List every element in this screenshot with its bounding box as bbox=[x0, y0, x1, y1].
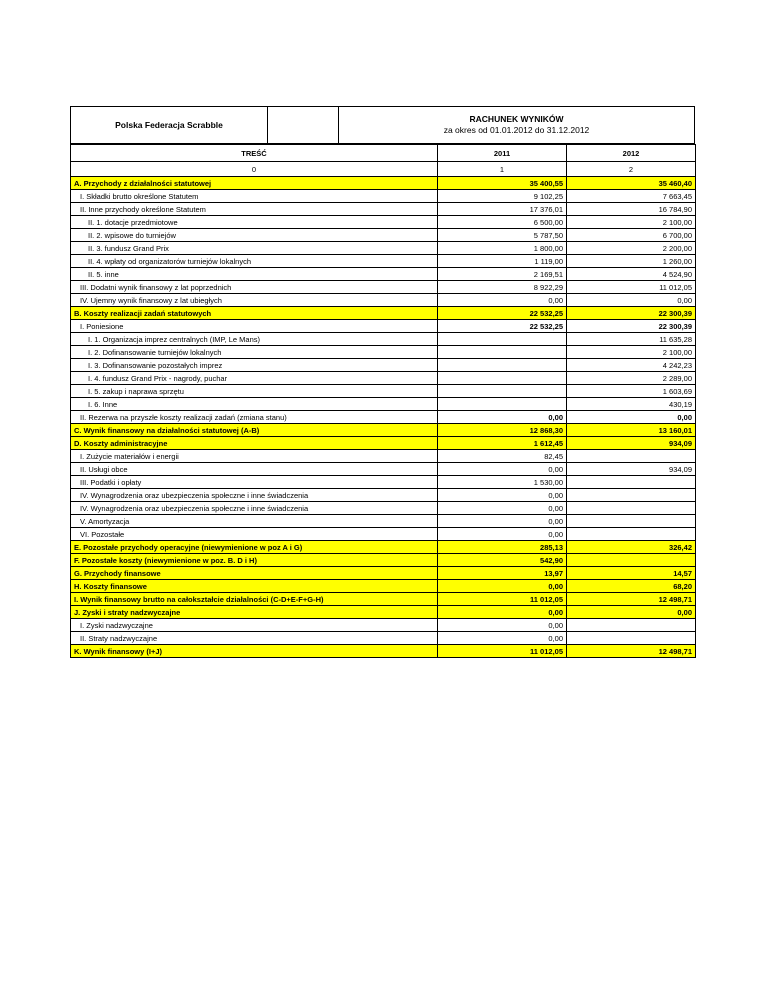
value-2011 bbox=[438, 346, 567, 359]
table-row bbox=[71, 450, 696, 463]
value-2011: 0,00 bbox=[438, 580, 567, 593]
value-2011: 0,00 bbox=[438, 619, 567, 632]
table-row bbox=[71, 346, 696, 359]
table-row bbox=[71, 645, 696, 658]
value-2011: 35 400,55 bbox=[438, 177, 567, 190]
table-row bbox=[71, 333, 696, 346]
table-row bbox=[71, 177, 696, 190]
row-label: II. Inne przychody określone Statutem bbox=[71, 203, 438, 216]
value-2012: 16 784,90 bbox=[567, 203, 696, 216]
table-row bbox=[71, 476, 696, 489]
row-label: II. 2. wpisowe do turniejów bbox=[71, 229, 438, 242]
row-label: IV. Ujemny wynik finansowy z lat ubiegłych bbox=[71, 294, 438, 307]
row-label: I. Składki brutto określone Statutem bbox=[71, 190, 438, 203]
value-2011: 82,45 bbox=[438, 450, 567, 463]
value-2011: 0,00 bbox=[438, 502, 567, 515]
value-2012 bbox=[567, 632, 696, 645]
value-2011: 0,00 bbox=[438, 606, 567, 619]
table-row bbox=[71, 359, 696, 372]
value-2012: 13 160,01 bbox=[567, 424, 696, 437]
table-row bbox=[71, 515, 696, 528]
column-header-2011: 2011 bbox=[438, 145, 567, 162]
row-label: I. Wynik finansowy brutto na całokształcie działalności (C-D+E-F+G-H) bbox=[71, 593, 438, 606]
value-2012: 7 663,45 bbox=[567, 190, 696, 203]
table-row bbox=[71, 541, 696, 554]
column-header-2012: 2012 bbox=[567, 145, 696, 162]
column-index-row bbox=[71, 162, 696, 177]
table-row bbox=[71, 190, 696, 203]
table-row bbox=[71, 489, 696, 502]
value-2012 bbox=[567, 528, 696, 541]
value-2012: 11 012,05 bbox=[567, 281, 696, 294]
value-2012: 0,00 bbox=[567, 411, 696, 424]
value-2012: 12 498,71 bbox=[567, 645, 696, 658]
row-label: A. Przychody z działalności statutowej bbox=[71, 177, 438, 190]
value-2011: 0,00 bbox=[438, 294, 567, 307]
value-2012: 2 289,00 bbox=[567, 372, 696, 385]
row-label: I. 4. fundusz Grand Prix - nagrody, puchar bbox=[71, 372, 438, 385]
row-label: J. Zyski i straty nadzwyczajne bbox=[71, 606, 438, 619]
value-2012: 326,42 bbox=[567, 541, 696, 554]
table-row bbox=[71, 229, 696, 242]
value-2011: 1 530,00 bbox=[438, 476, 567, 489]
value-2011: 285,13 bbox=[438, 541, 567, 554]
value-2012 bbox=[567, 476, 696, 489]
value-2012: 22 300,39 bbox=[567, 307, 696, 320]
financial-statement bbox=[70, 106, 695, 658]
value-2012: 934,09 bbox=[567, 463, 696, 476]
value-2011 bbox=[438, 359, 567, 372]
row-label: E. Pozostałe przychody operacyjne (niewymienione w poz A i G) bbox=[71, 541, 438, 554]
value-2012: 2 100,00 bbox=[567, 346, 696, 359]
table-row bbox=[71, 424, 696, 437]
value-2012: 0,00 bbox=[567, 606, 696, 619]
value-2011: 13,97 bbox=[438, 567, 567, 580]
value-2012 bbox=[567, 554, 696, 567]
value-2011: 0,00 bbox=[438, 528, 567, 541]
table-row bbox=[71, 632, 696, 645]
value-2012: 35 460,40 bbox=[567, 177, 696, 190]
value-2011: 1 612,45 bbox=[438, 437, 567, 450]
value-2012 bbox=[567, 515, 696, 528]
table-row bbox=[71, 606, 696, 619]
row-label: IV. Wynagrodzenia oraz ubezpieczenia społeczne i inne świadczenia bbox=[71, 502, 438, 515]
value-2011: 0,00 bbox=[438, 632, 567, 645]
table-row bbox=[71, 528, 696, 541]
value-2012: 14,57 bbox=[567, 567, 696, 580]
row-label: II. 1. dotacje przedmiotowe bbox=[71, 216, 438, 229]
value-2011 bbox=[438, 372, 567, 385]
value-2011: 2 169,51 bbox=[438, 268, 567, 281]
table-row bbox=[71, 268, 696, 281]
table-row bbox=[71, 580, 696, 593]
value-2011: 0,00 bbox=[438, 411, 567, 424]
column-index-0: 0 bbox=[71, 162, 438, 177]
statement-title: RACHUNEK WYNIKÓW bbox=[469, 114, 564, 124]
row-label: I. Zużycie materiałów i energii bbox=[71, 450, 438, 463]
row-label: I. 6. Inne bbox=[71, 398, 438, 411]
statement-title-block bbox=[339, 107, 694, 143]
value-2011 bbox=[438, 333, 567, 346]
income-statement-table bbox=[70, 144, 696, 658]
table-row bbox=[71, 411, 696, 424]
value-2012 bbox=[567, 619, 696, 632]
value-2012: 1 260,00 bbox=[567, 255, 696, 268]
organization-name: Polska Federacja Scrabble bbox=[71, 107, 268, 143]
table-row bbox=[71, 255, 696, 268]
row-label: B. Koszty realizacji zadań statutowych bbox=[71, 307, 438, 320]
value-2012: 4 242,23 bbox=[567, 359, 696, 372]
table-row bbox=[71, 281, 696, 294]
value-2011 bbox=[438, 398, 567, 411]
value-2011: 1 119,00 bbox=[438, 255, 567, 268]
value-2012: 430,19 bbox=[567, 398, 696, 411]
value-2011: 22 532,25 bbox=[438, 307, 567, 320]
value-2011: 11 012,05 bbox=[438, 645, 567, 658]
value-2011: 8 922,29 bbox=[438, 281, 567, 294]
value-2012 bbox=[567, 489, 696, 502]
value-2012: 22 300,39 bbox=[567, 320, 696, 333]
statement-header bbox=[70, 106, 695, 144]
row-label: II. 5. inne bbox=[71, 268, 438, 281]
table-row bbox=[71, 372, 696, 385]
value-2011: 17 376,01 bbox=[438, 203, 567, 216]
row-label: I. Poniesione bbox=[71, 320, 438, 333]
table-row bbox=[71, 307, 696, 320]
row-label: C. Wynik finansowy na działalności statutowej (A-B) bbox=[71, 424, 438, 437]
row-label: I. 3. Dofinansowanie pozostałych imprez bbox=[71, 359, 438, 372]
row-label: II. Rezerwa na przyszłe koszty realizacji zadań (zmiana stanu) bbox=[71, 411, 438, 424]
row-label: II. 4. wpłaty od organizatorów turniejów lokalnych bbox=[71, 255, 438, 268]
row-label: I. Zyski nadzwyczajne bbox=[71, 619, 438, 632]
value-2011: 22 532,25 bbox=[438, 320, 567, 333]
value-2011: 9 102,25 bbox=[438, 190, 567, 203]
value-2011: 0,00 bbox=[438, 515, 567, 528]
row-label: VI. Pozostałe bbox=[71, 528, 438, 541]
table-row bbox=[71, 203, 696, 216]
value-2012: 4 524,90 bbox=[567, 268, 696, 281]
column-index-1: 1 bbox=[438, 162, 567, 177]
value-2011: 6 500,00 bbox=[438, 216, 567, 229]
table-row bbox=[71, 216, 696, 229]
row-label: D. Koszty administracyjne bbox=[71, 437, 438, 450]
table-row bbox=[71, 398, 696, 411]
value-2012: 2 200,00 bbox=[567, 242, 696, 255]
value-2011: 542,90 bbox=[438, 554, 567, 567]
row-label: IV. Wynagrodzenia oraz ubezpieczenia społeczne i inne świadczenia bbox=[71, 489, 438, 502]
table-row bbox=[71, 294, 696, 307]
value-2012 bbox=[567, 450, 696, 463]
value-2012 bbox=[567, 502, 696, 515]
value-2012: 0,00 bbox=[567, 294, 696, 307]
column-header-row bbox=[71, 145, 696, 162]
value-2012: 11 635,28 bbox=[567, 333, 696, 346]
value-2011 bbox=[438, 385, 567, 398]
table-row bbox=[71, 593, 696, 606]
column-header-label: TREŚĆ bbox=[71, 145, 438, 162]
value-2011: 1 800,00 bbox=[438, 242, 567, 255]
table-row bbox=[71, 502, 696, 515]
row-label: G. Przychody finansowe bbox=[71, 567, 438, 580]
row-label: F. Pozostałe koszty (niewymienione w poz. B. D i H) bbox=[71, 554, 438, 567]
row-label: II. Straty nadzwyczajne bbox=[71, 632, 438, 645]
table-row bbox=[71, 385, 696, 398]
value-2011: 5 787,50 bbox=[438, 229, 567, 242]
row-label: II. 3. fundusz Grand Prix bbox=[71, 242, 438, 255]
value-2011: 11 012,05 bbox=[438, 593, 567, 606]
value-2012: 6 700,00 bbox=[567, 229, 696, 242]
row-label: I. 1. Organizacja imprez centralnych (IMP, Le Mans) bbox=[71, 333, 438, 346]
row-label: III. Dodatni wynik finansowy z lat poprzednich bbox=[71, 281, 438, 294]
row-label: K. Wynik finansowy (I+J) bbox=[71, 645, 438, 658]
row-label: III. Podatki i opłaty bbox=[71, 476, 438, 489]
table-row bbox=[71, 437, 696, 450]
row-label: V. Amortyzacja bbox=[71, 515, 438, 528]
row-label: I. 2. Dofinansowanie turniejów lokalnych bbox=[71, 346, 438, 359]
value-2011: 0,00 bbox=[438, 489, 567, 502]
table-row bbox=[71, 320, 696, 333]
column-index-2: 2 bbox=[567, 162, 696, 177]
table-row bbox=[71, 554, 696, 567]
table-row bbox=[71, 567, 696, 580]
value-2012: 12 498,71 bbox=[567, 593, 696, 606]
value-2012: 68,20 bbox=[567, 580, 696, 593]
value-2011: 12 868,30 bbox=[438, 424, 567, 437]
value-2011: 0,00 bbox=[438, 463, 567, 476]
value-2012: 934,09 bbox=[567, 437, 696, 450]
table-row bbox=[71, 619, 696, 632]
table-row bbox=[71, 242, 696, 255]
value-2012: 2 100,00 bbox=[567, 216, 696, 229]
row-label: H. Koszty finansowe bbox=[71, 580, 438, 593]
row-label: I. 5. zakup i naprawa sprzętu bbox=[71, 385, 438, 398]
row-label: II. Usługi obce bbox=[71, 463, 438, 476]
table-row bbox=[71, 463, 696, 476]
value-2012: 1 603,69 bbox=[567, 385, 696, 398]
header-spacer bbox=[268, 107, 339, 143]
statement-period: za okres od 01.01.2012 do 31.12.2012 bbox=[443, 125, 590, 135]
